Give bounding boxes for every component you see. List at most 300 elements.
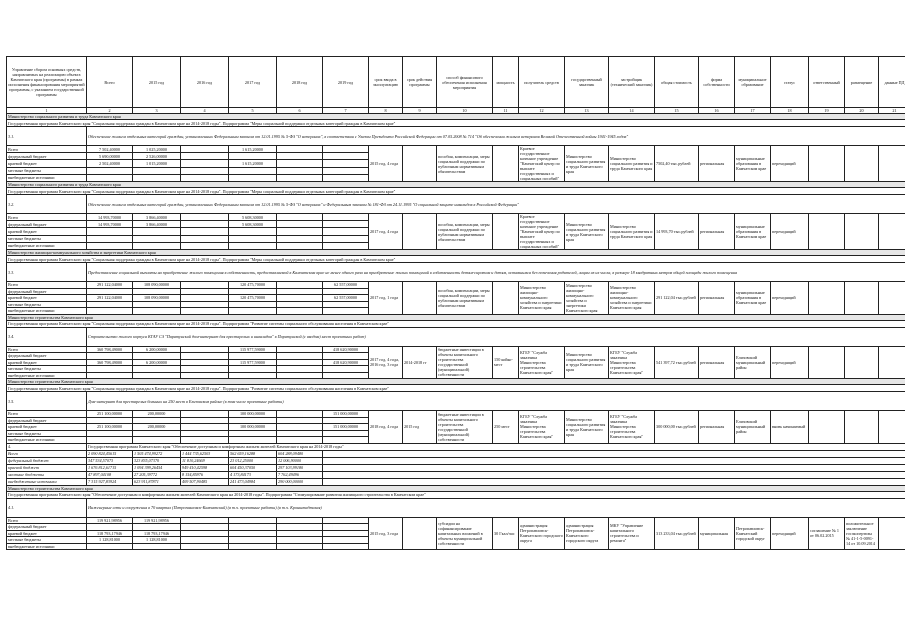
measure-title-row xyxy=(7,195,905,214)
finance-value xyxy=(323,221,369,228)
finance-value xyxy=(277,543,323,550)
program-row xyxy=(7,188,905,195)
measure-method: бюджетные инвестиции в объекты капитального строительства государственной (муниципальной) собственности xyxy=(437,346,493,379)
finance-value: 949 410,42598 xyxy=(181,464,229,471)
measure-recipient: Краевое государственное казенное учреждение "Камчатский центр по выплате государственных и социальных пособий" xyxy=(519,214,565,250)
measure-id: 3.3. xyxy=(7,263,87,282)
measure-id: 3.4. xyxy=(7,327,87,346)
finance-value: 2 502,40000 xyxy=(87,160,133,167)
empty-cell xyxy=(323,457,905,464)
measure-recipient: администрация Петропавловск-Камчатского городского округа xyxy=(519,517,565,550)
measure-placement xyxy=(845,282,879,315)
finance-label: Всего xyxy=(7,517,87,524)
finance-label: краевой бюджет xyxy=(7,228,87,235)
finance-value xyxy=(277,214,323,221)
finance-value: 108 090,00000 xyxy=(133,282,181,289)
finance-value: 120 475,70000 xyxy=(229,295,277,302)
finance-value xyxy=(229,153,277,160)
finance-value xyxy=(229,543,277,550)
finance-label: Всего xyxy=(7,214,87,221)
finance-label: внебюджетные источники xyxy=(7,478,87,485)
measure-developer: КГБУ "Служба заказчика Министерства строительства Камчатского края" xyxy=(609,346,655,379)
finance-value: 623 911,87871 xyxy=(133,478,181,485)
finance-value: 27 205,39772 xyxy=(133,471,181,478)
measure-municipality: Елизовский муниципальный район xyxy=(735,346,771,379)
finance-value: 5 690,00000 xyxy=(87,153,133,160)
program-row-text: Государственная программа Камчатского края "Социальная поддержка граждан в Камчатском крае на 2014-2018 годы". Подпрограмма "Развитие системы социального обслуживания населения в Камчатском крае" xyxy=(7,385,905,392)
finance-value: 11 810,24669 xyxy=(181,457,229,464)
measure-title: Инженерные сети и сооружения в 70 квартал (Петропавловск-Камчатский) (в т.ч. проектные работы) (в т.ч. Кронштадтская) xyxy=(87,498,905,517)
measure-period: 2014-2018 гг xyxy=(403,346,437,379)
measure-customer: Министерство жилищно-коммунального хозяйства и энергетики Камчатского края xyxy=(565,282,609,315)
section-row-text: Министерство строительства Камчатского края xyxy=(7,485,905,491)
program-row xyxy=(7,385,905,392)
program-row-text: Государственная программа Камчатского края "Социальная поддержка граждан в Камчатском крае на 2014-2018 годы". Подпрограмма "Развитие системы социального обслуживания населения в Камчатском крае" xyxy=(7,320,905,327)
finance-label: внебюджетные источники xyxy=(7,372,87,379)
finance-value xyxy=(87,242,133,249)
measure-cost: 7502,40 тыс.рублей xyxy=(655,146,699,182)
finance-value: 62 557,00000 xyxy=(323,295,369,302)
column-header: ответственный xyxy=(809,57,845,108)
measure-recipient: Краевое государственное казенное учреждение "Камчатский центр по выплате государственных и социальных пособий" xyxy=(519,146,565,182)
finance-value xyxy=(277,228,323,235)
empty-cell xyxy=(323,478,905,485)
finance-value xyxy=(181,153,229,160)
finance-value: 562 659,16288 xyxy=(229,450,277,457)
program-title: Государственная программа Камчатского края "Обеспечение доступным и комфортным жильем жителей Камчатского края на 2014-2018 годы" xyxy=(87,443,905,450)
program-total-row xyxy=(7,471,905,478)
finance-label: местные бюджеты xyxy=(7,537,87,544)
finance-value: 23 012,25000 xyxy=(229,457,277,464)
measure-cost: 313 233,04 тыс.рублей xyxy=(655,517,699,550)
column-header: размещение xyxy=(845,57,879,108)
measure-developer: Министерство социального развития и труда Камчатского края xyxy=(609,146,655,182)
finance-value: 1 128,81000 xyxy=(87,537,133,544)
column-header: Всего xyxy=(87,57,133,108)
column-number: 11 xyxy=(493,108,519,114)
finance-value: 200,00000 xyxy=(133,424,181,431)
section-row-text: Министерство жилищно-коммунального хозяйства и энергетики Камчатского края xyxy=(7,250,905,256)
measure-pd xyxy=(879,146,905,182)
finance-value xyxy=(133,167,181,174)
measure-ownership: региональная xyxy=(699,282,735,315)
column-number: 1 xyxy=(7,108,87,114)
measure-title: Дом-интернат для престарелых больных на 250 мест в Елизовском районе (в том числе проектные работы) xyxy=(87,392,905,411)
finance-label: краевой бюджет xyxy=(7,464,87,471)
measure-customer: администрация Петропавловск-Камчатского городского округа xyxy=(565,517,609,550)
finance-value xyxy=(229,228,277,235)
finance-value: 47 897,04108 xyxy=(87,471,133,478)
measure-status: переходящий xyxy=(771,146,809,182)
measure-term: 2018 год, 4 года xyxy=(369,411,403,444)
program-row xyxy=(7,256,905,263)
measure-ownership: региональная xyxy=(699,411,735,444)
column-number: 10 xyxy=(437,108,493,114)
finance-value xyxy=(323,235,369,242)
finance-value: 1 505 474,99272 xyxy=(133,450,181,457)
column-header: общая стоимость xyxy=(655,57,699,108)
column-header: муниципальное образование xyxy=(735,57,771,108)
finance-value: 151 000,00000 xyxy=(323,424,369,431)
measure-period: 2015 год xyxy=(403,411,437,444)
finance-value: 1 094 399,26454 xyxy=(133,464,181,471)
finance-value: 119 921,98956 xyxy=(133,517,181,524)
finance-label: местные бюджеты xyxy=(7,430,87,437)
column-number: 21 xyxy=(879,108,905,114)
finance-value xyxy=(323,146,369,153)
measure-ownership: региональная xyxy=(699,214,735,250)
column-header: срок действия программы xyxy=(403,57,437,108)
finance-value xyxy=(181,146,229,153)
finance-value xyxy=(277,174,323,181)
measure-capacity: 250 мест xyxy=(493,411,519,444)
column-number: 15 xyxy=(655,108,699,114)
finance-value xyxy=(181,214,229,221)
empty-cell xyxy=(323,450,905,457)
measure-id: 4.1. xyxy=(7,498,87,517)
finance-value xyxy=(229,235,277,242)
measure-resp xyxy=(809,282,845,315)
finance-value xyxy=(181,160,229,167)
column-number: 6 xyxy=(277,108,323,114)
finance-value: 1 615,20000 xyxy=(229,146,277,153)
column-number: 13 xyxy=(565,108,609,114)
finance-value: 2 526,00000 xyxy=(133,153,181,160)
measure-customer: Министерство социального развития и труда Камчатского края xyxy=(565,346,609,379)
finance-value xyxy=(323,214,369,221)
column-number: 18 xyxy=(771,108,809,114)
measure-resp: соглашение № 1 от 06.02.2015 xyxy=(809,517,845,550)
finance-value xyxy=(277,167,323,174)
finance-value: 7 502,40000 xyxy=(87,146,133,153)
finance-value: 6 200,00000 xyxy=(133,346,181,353)
finance-label: краевой бюджет xyxy=(7,424,87,431)
column-header: 2019 год xyxy=(323,57,369,108)
measure-title-row xyxy=(7,127,905,146)
finance-label: федеральный бюджет xyxy=(7,288,87,295)
measure-recipient: КГБУ "Служба заказчика Министерства строительства Камчатского края" xyxy=(519,411,565,444)
measure-method: пособия, компенсации, меры социальной поддержки по публичным нормативным обязательствам xyxy=(437,282,493,315)
finance-value: 418 620,90000 xyxy=(323,359,369,366)
measure-status: переходящий xyxy=(771,214,809,250)
finance-label: Всего xyxy=(7,411,87,418)
finance-value xyxy=(181,242,229,249)
finance-value xyxy=(277,146,323,153)
finance-value: 604 288,09480 xyxy=(277,450,323,457)
finance-value: 8 154,85976 xyxy=(181,471,229,478)
finance-value: 291 122,04000 xyxy=(87,295,133,302)
measure-title: Предоставление социальной выплаты на приобретение жилого помещения в собственность, предоставляемой в Камчатском крае не менее одного раза на приобретение жилых помещений в собственность детям-сиротам и детям, оставшимся без попечения родителей, лицам из их числа, в размере 18 квадратных метров общей площади жилого помещения xyxy=(87,263,905,282)
finance-value xyxy=(323,167,369,174)
column-number: 16 xyxy=(699,108,735,114)
finance-value: 120 475,70000 xyxy=(229,282,277,289)
finance-value: 100 000,00000 xyxy=(229,424,277,431)
measure-placement xyxy=(845,346,879,379)
measure-period xyxy=(403,282,437,315)
measure-method: субсидии на софинансирование капитальных вложений в объекты муниципальной собственности xyxy=(437,517,493,550)
measure-title: Строительство жилого корпуса КГАУ СЗ "Паратунский дом-интернат для престарелых и инвалидов" в Паратунской (с вводом) мест проектных работ) xyxy=(87,327,905,346)
finance-value: 118 793,17946 xyxy=(87,530,133,537)
finance-value xyxy=(87,174,133,181)
measure-id: 3.2. xyxy=(7,195,87,214)
finance-label: Всего xyxy=(7,146,87,153)
measure-cost: 14 993,70 тыс.рублей xyxy=(655,214,699,250)
program-total-title-row xyxy=(7,443,905,450)
finance-label: краевой бюджет xyxy=(7,359,87,366)
finance-value xyxy=(277,153,323,160)
measure-placement: положительное заключение госэкспертизы № 41-1-5-0091-14 от 10.09.2014 xyxy=(845,517,879,550)
finance-value: 290 000,00000 xyxy=(277,478,323,485)
finance-label: федеральный бюджет xyxy=(7,524,87,531)
measure-term: 2017 год, 4 года, 2016 год, 3 года xyxy=(369,346,403,379)
measure-term: 2015 год, 4 года xyxy=(369,146,403,182)
finance-value: 100 000,00000 xyxy=(229,411,277,418)
finance-value: 12 006,90000 xyxy=(277,457,323,464)
finance-value: 200,00000 xyxy=(133,411,181,418)
measure-developer: КГБУ "Служба заказчика Министерства строительства Камчатского края" xyxy=(609,411,655,444)
column-header: 2016 год xyxy=(181,57,229,108)
finance-label: внебюджетные источники xyxy=(7,543,87,550)
finance-value: 1 128,81000 xyxy=(133,537,181,544)
finance-value: 1 015,20000 xyxy=(133,160,181,167)
finance-label: Всего xyxy=(7,346,87,353)
finance-value xyxy=(323,543,369,550)
measure-municipality: Петропавловск-Камчатский городской округ xyxy=(735,517,771,550)
measure-resp xyxy=(809,411,845,444)
finance-value: 14 993,70000 xyxy=(87,221,133,228)
finance-value xyxy=(181,235,229,242)
measure-municipality: муниципальные образования в Камчатском крае xyxy=(735,282,771,315)
finance-value xyxy=(323,228,369,235)
finance-label: внебюджетные источники xyxy=(7,174,87,181)
column-header: государственный заказчик xyxy=(565,57,609,108)
program-row-text: Государственная программа Камчатского края "Социальная поддержка граждан в Камчатском крае на 2014-2018 годы". Подпрограмма "Меры социальной поддержки отдельных категорий граждан в Камчатском крае" xyxy=(7,120,905,127)
measure-capacity: 30 Гкал/час xyxy=(493,517,519,550)
finance-value: 6 200,00000 xyxy=(133,359,181,366)
column-number: 8 xyxy=(369,108,403,114)
finance-value: 3 866,40000 xyxy=(133,214,181,221)
finance-label: краевой бюджет xyxy=(7,295,87,302)
program-total-row xyxy=(7,457,905,464)
measure-ownership: региональная xyxy=(699,146,735,182)
finance-label: местные бюджеты xyxy=(7,301,87,308)
finance-value xyxy=(277,242,323,249)
measure-capacity: 150 койко-мест xyxy=(493,346,519,379)
column-header: Управление сбором основных средств, направляемых на реализацию объекта Камчатского края (программы) в рамках исполнения финансирования мероприятий программы, с указанием государственной программы xyxy=(7,57,87,108)
finance-label: федеральный бюджет xyxy=(7,221,87,228)
column-number: 2 xyxy=(87,108,133,114)
program-id: 4. xyxy=(7,443,87,450)
finance-value xyxy=(181,221,229,228)
measure-pd xyxy=(879,411,905,444)
section-row-text: Министерство строительства Камчатского края xyxy=(7,314,905,320)
finance-label: внебюджетные источники xyxy=(7,242,87,249)
measure-customer: Министерство социального развития и труда Камчатского края xyxy=(565,411,609,444)
finance-row xyxy=(7,214,905,221)
measure-customer: Министерство социального развития и труда Камчатского края xyxy=(565,146,609,182)
column-number: 4 xyxy=(181,108,229,114)
finance-label: краевой бюджет xyxy=(7,160,87,167)
column-header: данные ПД xyxy=(879,57,905,108)
measure-capacity xyxy=(493,282,519,315)
measure-developer: Министерство социального развития и труда Камчатского края xyxy=(609,214,655,250)
column-header: получатель средств xyxy=(519,57,565,108)
measure-title: Обеспечение жильем отдельных категорий граждан, установленных Федеральным законом от 12.01.1995 № 5-ФЗ "О ветеранах", в соответствии с Указом Президента Российской Федерации от 07.05.2008 № 714 "Об обеспечении жильем ветеранов Великой Отечественной войны 1941-1945 годов" xyxy=(87,127,905,146)
finance-value: 108 090,00000 xyxy=(133,295,181,302)
program-row-text: Государственная программа Камчатского края "Социальная поддержка граждан в Камчатском крае на 2014-2018 годы". Подпрограмма "Меры социальной поддержки отдельных категорий граждан в Камчатском крае" xyxy=(7,256,905,263)
finance-value xyxy=(181,174,229,181)
column-number: 12 xyxy=(519,108,565,114)
finance-value: 418 620,90000 xyxy=(323,346,369,353)
finance-value: 7 762,49496 xyxy=(277,471,323,478)
measure-resp xyxy=(809,214,845,250)
finance-label: местные бюджеты xyxy=(7,471,87,478)
finance-row xyxy=(7,146,905,153)
measure-title-row xyxy=(7,498,905,517)
finance-value xyxy=(181,228,229,235)
finance-value: 360 798,49000 xyxy=(87,359,133,366)
finance-value: 62 557,00000 xyxy=(323,282,369,289)
finance-value: 14 993,70000 xyxy=(87,214,133,221)
measure-status: вновь начинаемый xyxy=(771,411,809,444)
column-header: 2018 год xyxy=(277,57,323,108)
measure-title-row xyxy=(7,327,905,346)
finance-value: 1 444 735,62503 xyxy=(181,450,229,457)
column-header: 2015 год xyxy=(133,57,181,108)
program-row xyxy=(7,120,905,127)
finance-value: 251 100,00000 xyxy=(87,411,133,418)
measure-method: бюджетные инвестиции в объекты капитального строительства государственной (муниципальной) собственности xyxy=(437,411,493,444)
measure-title-row xyxy=(7,263,905,282)
program-total-row xyxy=(7,478,905,485)
measure-ownership: региональная xyxy=(699,346,735,379)
program-total-row xyxy=(7,450,905,457)
measure-municipality: муниципальные образования в Камчатском крае xyxy=(735,214,771,250)
finance-value xyxy=(277,235,323,242)
finance-label: краевой бюджет xyxy=(7,530,87,537)
finance-label: местные бюджеты xyxy=(7,235,87,242)
column-number: 20 xyxy=(845,108,879,114)
program-row xyxy=(7,320,905,327)
finance-value xyxy=(133,174,181,181)
column-number: 5 xyxy=(229,108,277,114)
finance-value: 291 122,04000 xyxy=(87,282,133,289)
measure-title-row xyxy=(7,392,905,411)
finance-label: внебюджетные источники xyxy=(7,437,87,444)
column-number: 9 xyxy=(403,108,437,114)
finance-value xyxy=(323,160,369,167)
finance-value xyxy=(181,167,229,174)
finance-label: федеральный бюджет xyxy=(7,457,87,464)
column-number: 14 xyxy=(609,108,655,114)
finance-value xyxy=(87,228,133,235)
measure-placement xyxy=(845,411,879,444)
section-row-text: Министерство социального развития и труда Камчатского края xyxy=(7,182,905,188)
measure-resp xyxy=(809,346,845,379)
measure-term: 2015 год, 3 года xyxy=(369,517,403,550)
finance-value: 4 173,84173 xyxy=(229,471,277,478)
measure-pd xyxy=(879,517,905,550)
finance-value: 7 315 927,83924 xyxy=(87,478,133,485)
measure-pd xyxy=(879,346,905,379)
finance-value xyxy=(323,174,369,181)
finance-label: Всего xyxy=(7,282,87,289)
finance-value xyxy=(87,235,133,242)
measure-title: Обеспечение жильем отдельных категорий граждан, установленных Федеральным законом от 12.01.1995 № 5-ФЗ "О ветеранах" и Федеральным законом № 181-ФЗ от 24.11.1995 "О социальной защите инвалидов в Российской Федерации" xyxy=(87,195,905,214)
measure-recipient: Министерство жилищно-коммунального хозяйства и энергетики Камчатского края xyxy=(519,282,565,315)
empty-cell xyxy=(323,464,905,471)
column-number: 17 xyxy=(735,108,771,114)
column-header: застройщик (технический заказчик) xyxy=(609,57,655,108)
finance-value xyxy=(323,242,369,249)
measure-status: переходящий xyxy=(771,282,809,315)
measure-developer: Министерство жилищно-коммунального хозяйства и энергетики Камчатского края xyxy=(609,282,655,315)
measure-placement xyxy=(845,214,879,250)
finance-value xyxy=(277,160,323,167)
finance-value: 3 866,40000 xyxy=(133,221,181,228)
finance-value xyxy=(181,543,229,550)
finance-value: 251 100,00000 xyxy=(87,424,133,431)
measure-period xyxy=(403,517,437,550)
program-row-text: Государственная программа Камчатского края "Социальная поддержка граждан в Камчатском крае на 2014-2018 годы". Подпрограмма "Меры социальной поддержки отдельных категорий граждан в Камчатском крае" xyxy=(7,188,905,195)
finance-value: 115 977,59000 xyxy=(229,359,277,366)
finance-value xyxy=(229,174,277,181)
column-header: 2017 год xyxy=(229,57,277,108)
finance-value xyxy=(277,221,323,228)
measure-placement xyxy=(845,146,879,182)
finance-value: 347 534,57073 xyxy=(87,457,133,464)
measure-term: 2017 год, 4 года xyxy=(369,214,403,250)
measure-customer: Министерство социального развития и труда Камчатского края xyxy=(565,214,609,250)
finance-label: федеральный бюджет xyxy=(7,353,87,360)
finance-value: 241 473,04984 xyxy=(229,478,277,485)
column-header: статус xyxy=(771,57,809,108)
finance-value xyxy=(229,167,277,174)
finance-label: внебюджетные источники xyxy=(7,308,87,315)
measure-municipality: муниципальные образования в Камчатском крае xyxy=(735,146,771,182)
measure-pd xyxy=(879,282,905,315)
finance-value xyxy=(323,153,369,160)
measure-status: переходящий xyxy=(771,346,809,379)
finance-label: местные бюджеты xyxy=(7,366,87,373)
finance-label: местные бюджеты xyxy=(7,167,87,174)
section-row-text: Министерство строительства Камчатского края xyxy=(7,379,905,385)
finance-value xyxy=(133,242,181,249)
finance-value: 297 103,99180 xyxy=(277,464,323,471)
column-header: мощность xyxy=(493,57,519,108)
measure-status: переходящий xyxy=(771,517,809,550)
finance-value: 5 608,30000 xyxy=(229,214,277,221)
document-page xyxy=(6,56,905,636)
measure-cost: 541 397,72 тыс.рублей xyxy=(655,346,699,379)
empty-cell xyxy=(323,471,905,478)
measure-pd xyxy=(879,214,905,250)
measure-capacity xyxy=(493,214,519,250)
finance-value: 5 608,30000 xyxy=(229,221,277,228)
measure-capacity xyxy=(493,146,519,182)
column-number: 3 xyxy=(133,108,181,114)
finance-value: 323 835,07370 xyxy=(133,457,181,464)
investment-table xyxy=(6,56,905,550)
measure-method: пособия, компенсации, меры социальной поддержки по публичным нормативным обязательствам xyxy=(437,146,493,182)
finance-value: 115 977,59000 xyxy=(229,346,277,353)
measure-period xyxy=(403,214,437,250)
section-row-text: Министерство социального развития и труда Камчатского края xyxy=(7,114,905,120)
finance-value: 1 615,20000 xyxy=(229,160,277,167)
finance-value: 2 090 824,45615 xyxy=(87,450,133,457)
finance-label: Всего xyxy=(7,450,87,457)
finance-label: федеральный бюджет xyxy=(7,153,87,160)
